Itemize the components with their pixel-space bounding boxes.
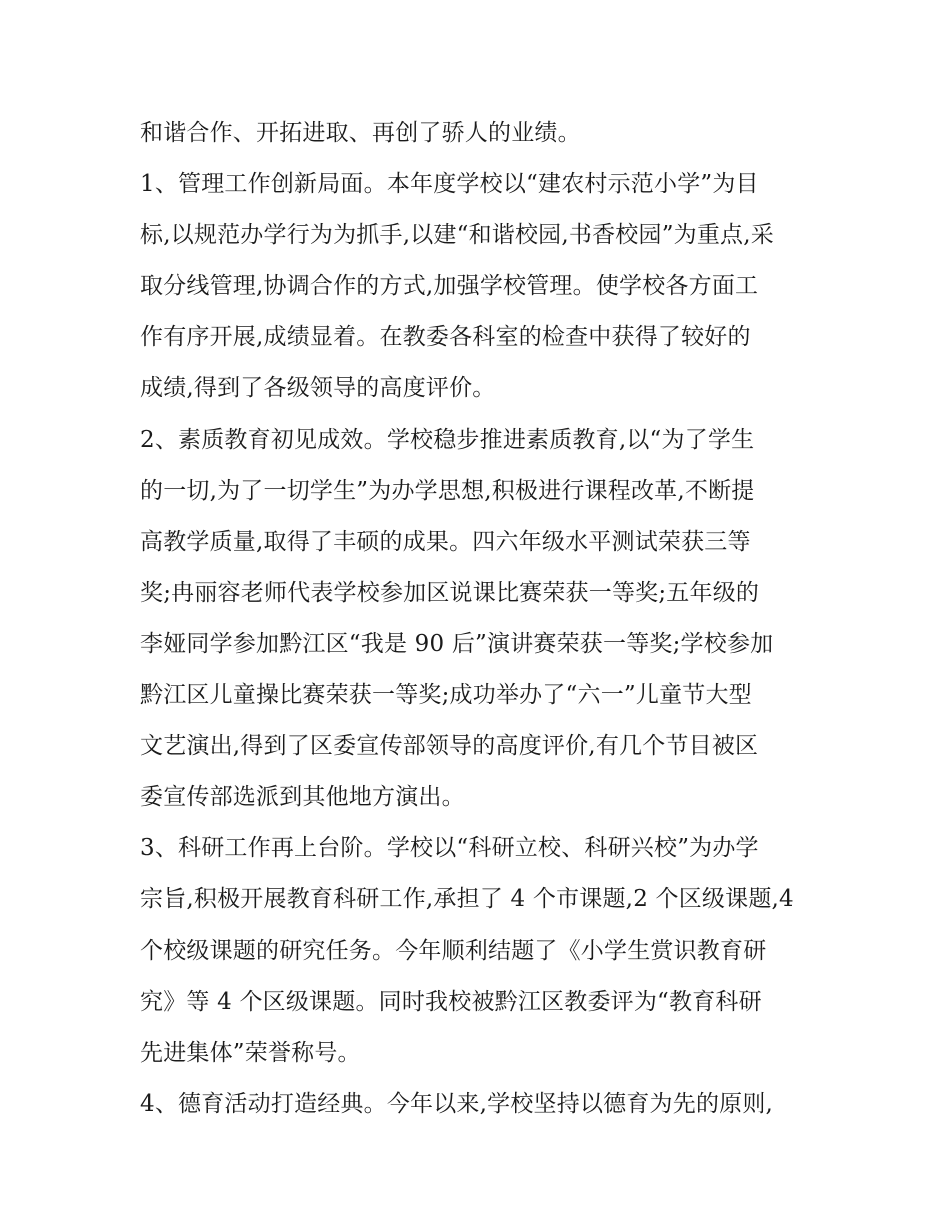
text-line: 和谐合作、开拓进取、再创了骄人的业绩。: [140, 120, 581, 146]
text-line: 的一切,为了一切学生”为办学思想,积极进行课程改革,不断提: [140, 477, 755, 504]
text-line: 4、德育活动打造经典。今年以来,学校坚持以德育为先的原则,: [140, 1090, 774, 1117]
text-line: 黔江区儿童操比赛荣获一等奖;成功举办了“六一”儿童节大型: [140, 682, 752, 709]
text-line: 奖;冉丽容老师代表学校参加区说课比赛荣获一等奖;五年级的: [140, 579, 760, 606]
text-line: 3、科研工作再上台阶。学校以“科研立校、科研兴校”为办学: [140, 835, 759, 862]
text-line: 文艺演出,得到了区委宣传部领导的高度评价,有几个节目被区: [140, 733, 759, 760]
text-line: 标,以规范办学行为为抓手,以建“和谐校园,书香校园”为重点,采: [140, 222, 774, 249]
text-line: 高教学质量,取得了丰硕的成果。四六年级水平测试荣获三等: [140, 528, 751, 555]
text-line: 个校级课题的研究任务。今年顺利结题了《小学生赏识教育研: [140, 937, 767, 964]
text-line: 取分线管理,协调合作的方式,加强学校管理。使学校各方面工: [140, 273, 759, 300]
text-line: 作有序开展,成绩显着。在教委各科室的检查中获得了较好的: [140, 324, 751, 351]
text-line: 成绩,得到了各级领导的高度评价。: [140, 375, 496, 402]
text-line: 1、管理工作创新局面。本年度学校以“建农村示范小学”为目: [140, 171, 759, 198]
document-body: [140, 108, 820, 1130]
text-line: 委宣传部选派到其他地方演出。: [140, 784, 465, 811]
text-line: 先进集体”荣誉称号。: [140, 1039, 361, 1066]
text-line: 究》等 4 个区级课题。同时我校被黔江区教委评为“教育科研: [140, 988, 762, 1015]
text-line: 李娅同学参加黔江区“我是 90 后”演讲赛荣获一等奖;学校参加: [140, 630, 774, 657]
text-line: 2、素质教育初见成效。学校稳步推进素质教育,以“为了学生: [140, 426, 755, 453]
text-line: 宗旨,积极开展教育科研工作,承担了 4 个市课题,2 个区级课题,4: [140, 886, 794, 913]
